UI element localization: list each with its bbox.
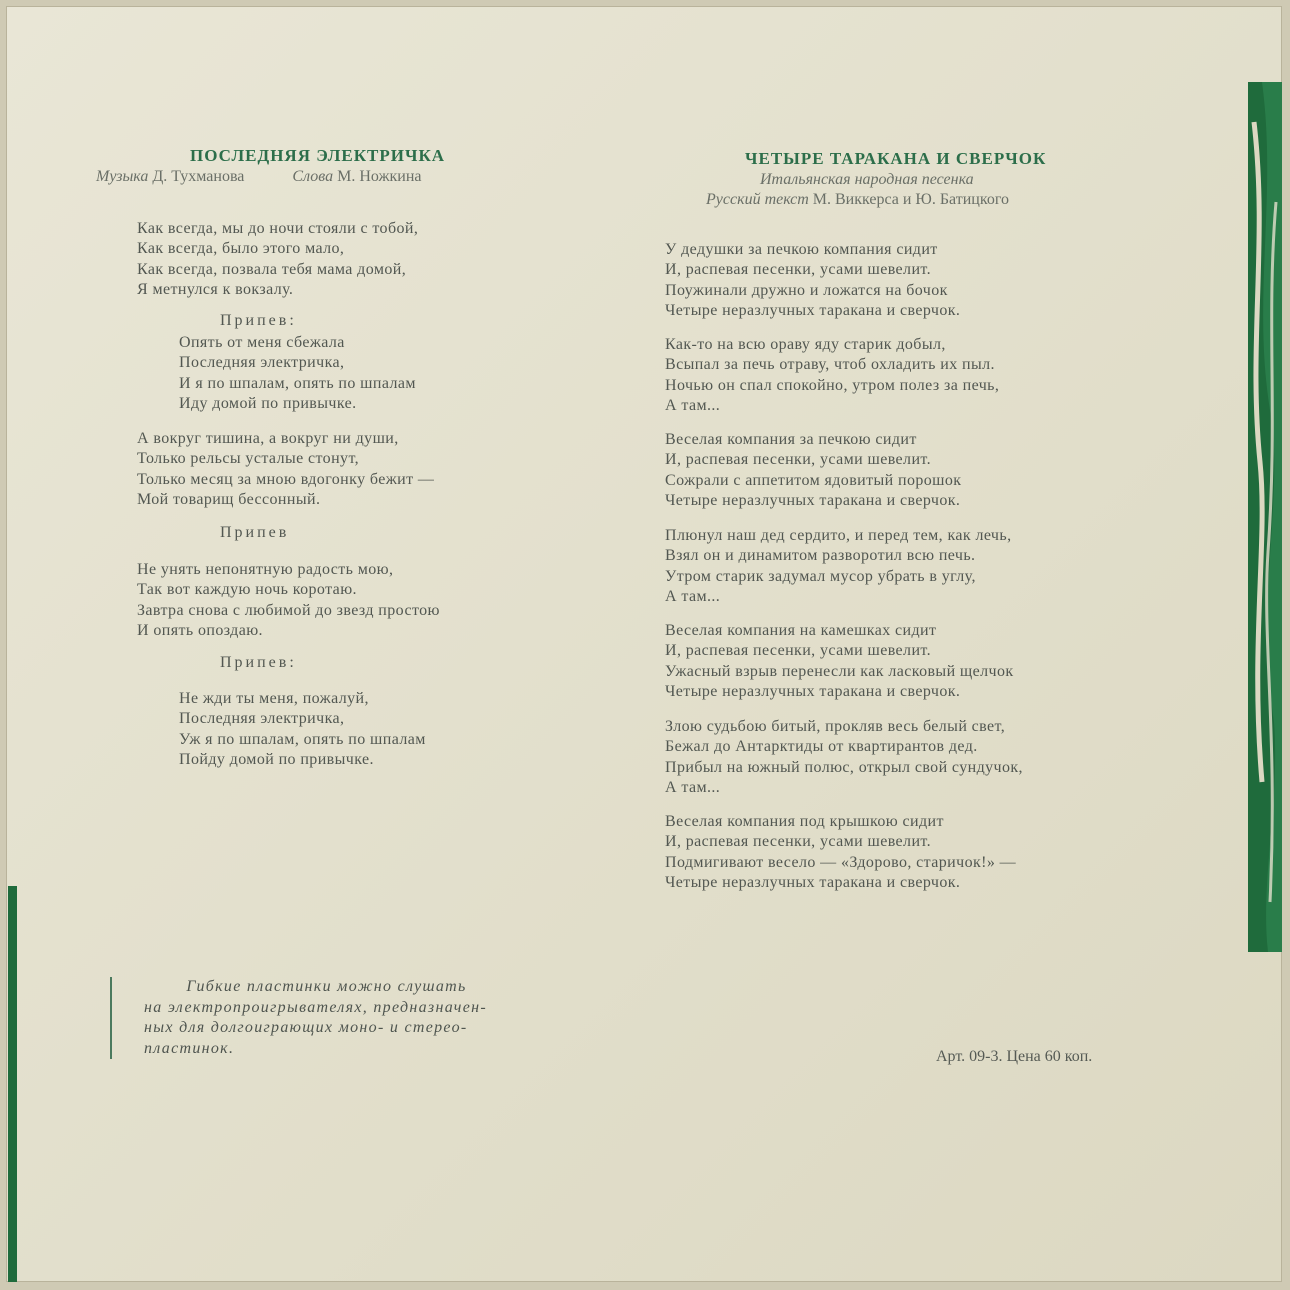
right-stanza-7: Веселая компания под крышкою сидит И, распевая песенки, усами шевелит. Подмигивают весело — «Здорово, старичок!» — Четыре неразлучных таракана и сверчок. xyxy=(665,813,1017,891)
text-authors: М. Виккерса и Ю. Батицкого xyxy=(812,191,1009,208)
flexible-record-note: Гибкие пластинки можно слушать на электропроигрывателях, предназначен- ных для долгоиграющих моно- и стерео- пластинок. xyxy=(110,977,614,1059)
words-label: Слова xyxy=(292,168,334,185)
right-song-subtitle-text: Итальянская народная песенка xyxy=(760,171,974,188)
green-leaf-decoration-right xyxy=(1248,82,1282,952)
chorus-heading-2: Припев xyxy=(220,524,290,541)
left-song-credits xyxy=(96,168,422,186)
left-verse-3: Не унять непонятную радость мою, Так вот каждую ночь коротаю. Завтра снова с любимой до звезд простою И опять опоздаю. xyxy=(137,561,440,639)
catalog-price: Арт. 09-3. Цена 60 коп. xyxy=(936,1048,1093,1065)
right-stanza-3: Веселая компания за печкою сидит И, распевая песенки, усами шевелит. Сожрали с аппетитом ядовитый порошок Четыре неразлучных таракана и сверчок. xyxy=(665,431,962,509)
left-chorus: Опять от меня сбежала Последняя электричка, И я по шпалам, опять по шпалам Иду домой по привычке. xyxy=(179,334,416,412)
right-stanza-6: Злою судьбою битый, прокляв весь белый свет, Бежал до Антарктиды от квартирантов дед. Прибыл на южный полюс, открыл свой сундучок, А там... xyxy=(665,718,1023,796)
green-edge-stripe-left xyxy=(8,886,17,1282)
right-song-text-credit xyxy=(706,191,1009,209)
right-song-title: ЧЕТЫРЕ ТАРАКАНА И СВЕРЧОК xyxy=(745,149,1047,168)
chorus-heading-3: Припев: xyxy=(220,654,297,671)
record-sleeve-back xyxy=(6,6,1282,1282)
music-author: Д. Тухманова xyxy=(152,168,245,185)
right-stanza-2: Как-то на всю ораву яду старик добыл, Всыпал за печь отраву, чтоб охладить их пыл. Ночью он спал спокойно, утром полез за печь, А там... xyxy=(665,336,1000,414)
right-stanza-4: Плюнул наш дед сердито, и перед тем, как лечь, Взял он и динамитом разворотил всю печь. Утром старик задумал мусор убрать в углу, А там... xyxy=(665,527,1012,605)
words-author: М. Ножкина xyxy=(337,168,422,185)
right-stanza-5: Веселая компания на камешках сидит И, распевая песенки, усами шевелит. Ужасный взрыв перенесли как ласковый щелчок Четыре неразлучных таракана и сверчок. xyxy=(665,622,1014,700)
left-song-title: ПОСЛЕДНЯЯ ЭЛЕКТРИЧКА xyxy=(190,146,446,165)
music-label: Музыка xyxy=(96,168,149,185)
left-final-chorus: Не жди ты меня, пожалуй, Последняя электричка, Уж я по шпалам, опять по шпалам Пойду домой по привычке. xyxy=(179,690,426,768)
right-song-subtitle xyxy=(760,171,974,189)
chorus-heading-1: Припев: xyxy=(220,312,297,329)
text-label: Русский текст xyxy=(706,191,809,208)
left-verse-1: Как всегда, мы до ночи стояли с тобой, Как всегда, было этого мало, Как всегда, позвала тебя мама домой, Я метнулся к вокзалу. xyxy=(137,220,419,298)
right-stanza-1: У дедушки за печкою компания сидит И, распевая песенки, усами шевелит. Поужинали дружно и ложатся на бочок Четыре неразлучных таракана и сверчок. xyxy=(665,241,961,319)
left-verse-2: А вокруг тишина, а вокруг ни души, Только рельсы усталые стонут, Только месяц за мною вдогонку бежит — Мой товарищ бессонный. xyxy=(137,430,435,508)
